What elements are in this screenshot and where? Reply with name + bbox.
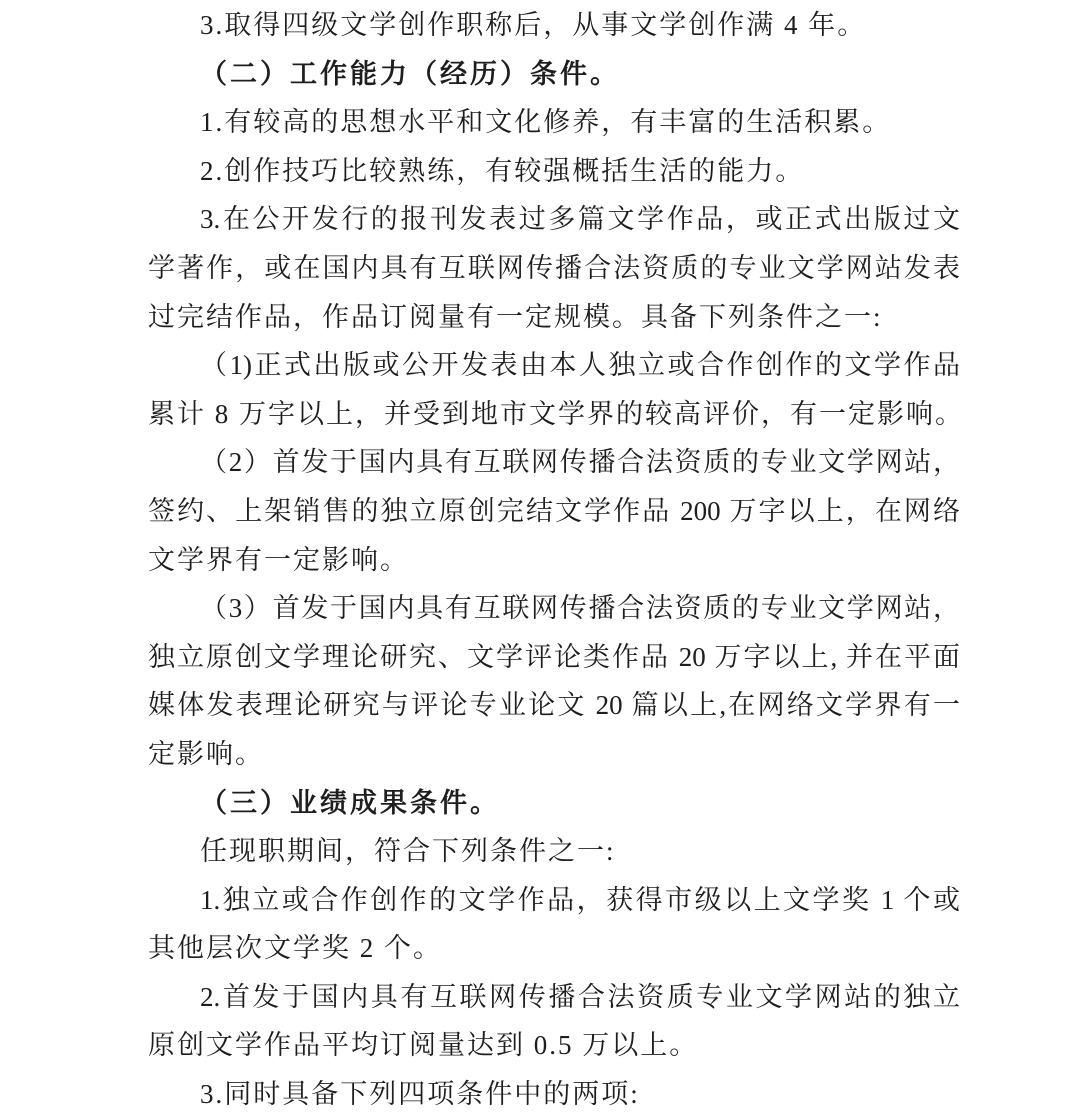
document-body [148,1,964,1119]
text-line: 2.首发于国内具有互联网传播合法资质专业文学网站的独立 [200,981,960,1012]
text-line: 文学界有一定影响。 [148,544,409,575]
text-line: 原创文学作品平均订阅量达到 0.5 万以上。 [148,1030,699,1061]
text-line: （1)正式出版或公开发表由本人独立或合作创作的文学作品 [200,350,960,381]
text-line: 任现职期间，符合下列条件之一: [200,836,616,867]
text-line: 过完结作品，作品订阅量有一定规模。具备下列条件之一: [148,301,883,332]
text-line: 累计 8 万字以上，并受到地市文学界的较高评价，有一定影响。 [148,398,964,429]
text-line: 3.同时具备下列四项条件中的两项: [200,1079,640,1110]
text-line: 1.独立或合作创作的文学作品，获得市级以上文学奖 1 个或 [200,884,960,915]
text-line: 独立原创文学理论研究、文学评论类作品 20 万字以上, 并在平面 [148,641,960,672]
text-line: 2.创作技巧比较熟练，有较强概括生活的能力。 [200,155,805,186]
text-line: 其他层次文学奖 2 个。 [148,933,442,964]
text-line: 3.取得四级文学创作职称后，从事文学创作满 4 年。 [200,10,867,40]
text-line: 媒体发表理论研究与评论专业论文 20 篇以上,在网络文学界有一 [148,690,960,721]
text-line: 1.有较高的思想水平和文化修养，有丰富的生活积累。 [200,107,892,138]
text-line: 3.在公开发行的报刊发表过多篇文学作品，或正式出版过文 [200,204,960,235]
text-line: 签约、上架销售的独立原创完结文学作品 200 万字以上，在网络 [148,495,960,526]
text-line: （3）首发于国内具有互联网传播合法资质的专业文学网站， [200,593,960,624]
section-heading: （二）工作能力（经历）条件。 [200,58,620,89]
text-line: 学著作，或在国内具有互联网传播合法资质的专业文学网站发表 [148,252,960,283]
text-line: 定影响。 [148,738,264,769]
section-heading: （三）业绩成果条件。 [200,787,500,818]
text-line: （2）首发于国内具有互联网传播合法资质的专业文学网站， [200,447,960,478]
